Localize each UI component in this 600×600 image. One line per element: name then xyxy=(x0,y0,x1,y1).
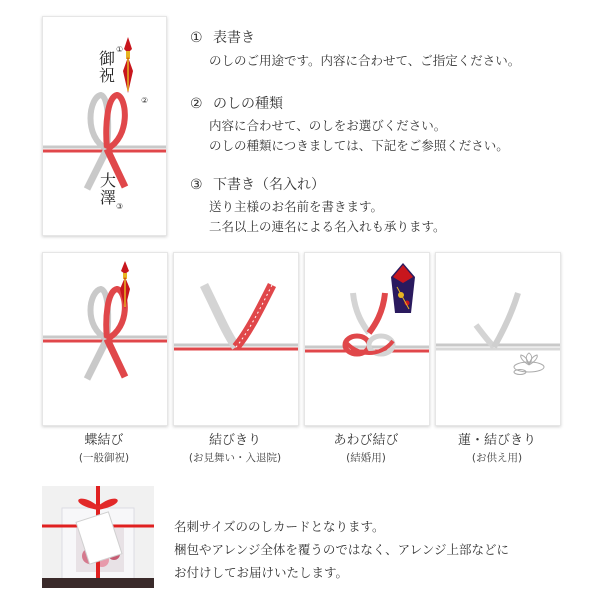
noshi-type-caption-musubikiri xyxy=(173,432,297,466)
gift-box-image xyxy=(42,486,154,588)
lotus-icon xyxy=(512,351,546,375)
type-name: あわび結び xyxy=(333,433,399,448)
noshi-icon xyxy=(391,263,415,315)
noshi-type-card-hasu xyxy=(435,252,561,426)
card-note-line: 梱包やアレンジ全体を覆うのではなく、アレンジ上部などに xyxy=(174,542,510,557)
section-line: 二名以上の連名による名入れも承ります。 xyxy=(209,219,446,234)
section-number: ② xyxy=(190,96,203,112)
section-number: ① xyxy=(190,30,203,46)
section-title: のしの種類 xyxy=(213,96,284,112)
card-note-line: 名刺サイズののしカードとなります。 xyxy=(174,519,385,534)
type-name: 蓮・結びきり xyxy=(457,433,536,448)
section-line: 送り主様のお名前を書きます。 xyxy=(209,199,384,214)
section-line: のしの種類につきましては、下記をご参照ください。 xyxy=(209,138,509,153)
noshi-type-caption-awabi xyxy=(304,432,428,466)
type-name: 結びきり xyxy=(208,433,261,448)
section-line: 内容に合わせて、のしをお選びください。 xyxy=(209,118,447,133)
noshi-type-card-chou xyxy=(42,252,168,426)
marker-3: ③ xyxy=(116,202,124,211)
type-usage: (お供え用) xyxy=(471,452,523,464)
noshi-icon xyxy=(122,37,134,97)
type-usage: (結婚用) xyxy=(346,452,386,464)
noshi-type-caption-hasu xyxy=(435,432,559,466)
type-name: 蝶結び xyxy=(84,433,124,448)
noshi-card-photo xyxy=(42,486,154,588)
noshi-type-card-musubikiri xyxy=(173,252,299,426)
musubikiri-ribbon xyxy=(174,253,298,425)
noshi-type-caption-chou xyxy=(42,432,166,466)
section-title: 表書き xyxy=(213,30,256,46)
noshi-type-card-awabi xyxy=(304,252,430,426)
hasu-ribbon xyxy=(436,253,560,425)
noshi-icon xyxy=(119,261,131,311)
section-line: のしのご用途です。内容に合わせて、ご指定ください。 xyxy=(209,53,521,68)
type-usage: (一般御祝) xyxy=(78,452,130,464)
sample-noshi-card xyxy=(42,16,167,236)
section-title: 下書き（名入れ） xyxy=(213,177,326,193)
type-usage: (お見舞い・入退院) xyxy=(188,452,282,464)
marker-1: ① xyxy=(116,45,124,54)
name-text: 大澤 xyxy=(99,171,116,207)
chou-ribbon xyxy=(43,253,167,425)
omote-text: 御祝 xyxy=(98,49,115,85)
section-number: ③ xyxy=(190,177,203,193)
card-note-line: お付けしてお届けいたします。 xyxy=(174,565,349,580)
marker-2: ② xyxy=(141,96,149,105)
